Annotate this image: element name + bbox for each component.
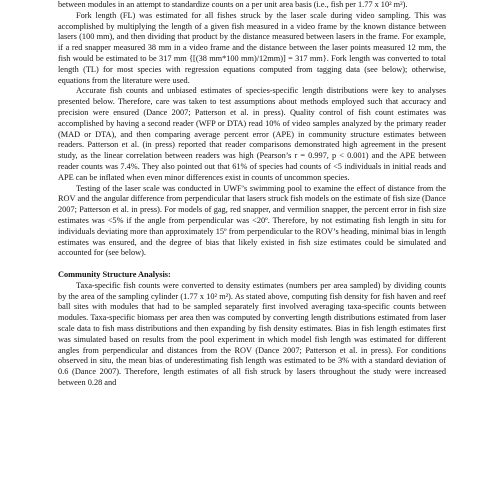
section-heading: Community Structure Analysis: — [58, 269, 171, 279]
paragraph-laser-testing: Testing of the laser scale was conducted in UWF’s swimming pool to examine the effect of distance from the ROV and the angular difference from perpendicular that lasers struck fish models on the estimate of fish size (Dance 2007; Patterson et al. in press). For models of gag, red snapper, and vermilion snapper, the percent error in fish size estimates was <5% if the angle from perpendicular was <20º. Therefore, by not estimating fish length in situ for individuals deviating more than approximately 15º from perpendicular to the ROV’s heading, minimal bias in length estimates was ensured, and the degree of bias that likely existed in fish size estimates could be simulated and accounted for (see below). — [58, 183, 446, 258]
paragraph-fork-length: Fork length (FL) was estimated for all fishes struck by the laser scale during video sampling. This was accomplished by multiplying the length of a given fish measured in a video frame by the known distance between lasers (100 mm), and then dividing that product by the distance measured between lasers in the frame. For example, if a red snapper measured 38 mm in a video frame and the distance between the laser points measured 12 mm, the fish would be estimated to be 317 mm {[(38 mm*100 mm)/12mm)] = 317 mm}. Fork length was converted to total length (TL) for most species with regression equations computed from tagging data (see below); otherwise, equations from the literature were used. — [58, 10, 446, 85]
paragraph-continuation: between modules in an attempt to standardize counts on a per unit area basis (i.e., fish per 1.77 x 10² m²). — [58, 0, 408, 9]
document-page — [58, 0, 446, 389]
paragraph-accuracy: Accurate fish counts and unbiased estimates of species-specific length distributions were key to analyses presented below. Therefore, care was taken to test assumptions about methods employed such that accuracy and precision were ensured (Dance 2007; Patterson et al. in press). Quality control of fish count estimates was accomplished by having a second reader (WFP or DTA) read 10% of video samples analyzed by the primary reader (MAD or DTA), and then comparing average percent error (APE) in community structure estimates between readers. Patterson et al. (in press) reported that reader comparisons demonstrated high agreement in the present study, as the linear correlation between readers was high (Pearson’s r = 0.997, p < 0.001) and the APE between reader counts was 7.4%. They also pointed out that 61% of species had counts of <5 individuals in initial reads and APE can be inflated when even minor differences exist in counts of uncommon species. — [58, 86, 446, 182]
paragraph-community-structure: Taxa-specific fish counts were converted to density estimates (numbers per area sampled) by dividing counts by the area of the sampling cylinder (1.77 x 10² m²). As stated above, computing fish density for fish haven and reef ball sites with modules that had to be sampled separately first involved averaging taxa-specific counts between modules. Taxa-specific biomass per area then was computed by converting length distributions estimated from laser scale data to fish mass distributions and then expanding by fish density estimates. Bias in fish length estimates first was simulated based on results from the pool experiment in which model fish length was estimated for different angles from perpendicular and distances from the ROV (Dance 2007; Patterson et al. in press). For conditions observed in situ, the mean bias of underestimating fish length was estimated to be 3% with a standard deviation of 0.6 (Dance 2007). Therefore, length estimates of all fish struck by lasers throughout the study were increased between 0.28 and — [58, 280, 446, 387]
spacer — [58, 259, 446, 270]
